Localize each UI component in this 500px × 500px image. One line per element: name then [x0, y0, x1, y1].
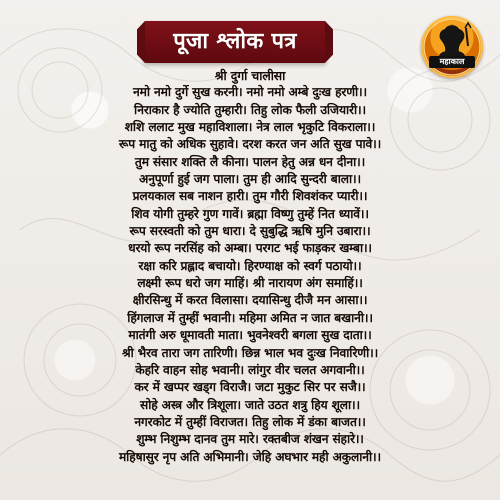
verse-line: धरयो रूप नरसिंह को अम्बा। परगट भई फाड़कर खम्बा।। [128, 241, 372, 256]
verse-line: मातंगी अरु धूमावती माता। भुवनेश्वरी बगला सुख दाता।। [128, 328, 372, 343]
verse-line-heading: श्री दुर्गा चालीसा [214, 68, 286, 83]
verse-line: रक्षा करि प्रह्लाद बचायो। हिरण्याक्ष को स्वर्ग पठायो।। [138, 258, 362, 273]
verse-line: तुम संसार शक्ति लै कीना। पालन हेतु अन्न धन दीना।। [134, 154, 366, 169]
verse-text-block [12, 67, 488, 494]
verse-line: नगरकोट में तुम्हीं विराजत। तिहु लोक में डंका बाजत।। [134, 414, 366, 429]
verse-line: शुम्भ निशुम्भ दानव तुम मारे। रक्तबीज शंखन संहारे।। [136, 432, 364, 447]
verse-line: सोहे अस्त्र और त्रिशूला। जाते उठत शत्रु हिय शूला।। [140, 397, 360, 412]
verse-line: श्री भैरव तारा जग तारिणी। छिन्न भाल भव दुःख निवारिणी।। [121, 345, 379, 360]
verse-line: महिषासुर नृप अति अभिमानी। जेहि अघभार मही अकुलानी।। [119, 449, 381, 464]
verse-line: हिंगलाज में तुम्हीं भवानी। महिमा अमित न जात बखानी।। [127, 310, 373, 325]
verse-line: केहरि वाहन सोह भवानी। लांगुर वीर चलत अगवानी।। [135, 362, 365, 377]
verse-line: नमो नमो दुर्गे सुख करनी। नमो नमो अम्बे दुःख हरणी।। [133, 85, 367, 100]
verse-line: प्रलयकाल सब नाशन हारी। तुम गौरी शिवशंकर प्यारी।। [132, 189, 368, 204]
verse-line: रूप मातु को अधिक सुहावे। दरश करत जन अति सुख पावे।। [118, 137, 382, 152]
title-banner [144, 21, 326, 63]
verse-line: शशि ललाट मुख महाविशाला। नेत्र लाल भृकुटि विकराला।। [124, 120, 376, 135]
verse-line: लक्ष्मी रूप धरो जग माहिं। श्री नारायण अंग समाहिं।। [137, 276, 363, 291]
verse-line: अनुपूर्णा हुई जग पाला। तुम ही आदि सुन्दरी बाला।। [139, 172, 361, 187]
verse-line: कर में खप्पर खड्ग विराजै। जटा मुकुट सिर पर सजै।। [134, 380, 366, 395]
logo-text: महाकाल [429, 56, 475, 68]
verse-line: शिव योगी तुम्हरे गुण गावें। ब्रह्मा विष्णु तुम्हें नित ध्यावें।। [131, 206, 369, 221]
verse-line: क्षीरसिन्धु में करत विलासा। दयासिन्धु दीजै मन आसा।। [132, 293, 368, 308]
page-title: पूजा श्लोक पत्र [173, 29, 297, 54]
verse-line: निराकार है ज्योति तुम्हारी। तिहु लोक फैली उजियारी।। [134, 102, 366, 117]
verse-line: रूप सरस्वती को तुम धारा। दे सुबुद्धि ऋषि मुनि उबारा।। [129, 224, 371, 239]
